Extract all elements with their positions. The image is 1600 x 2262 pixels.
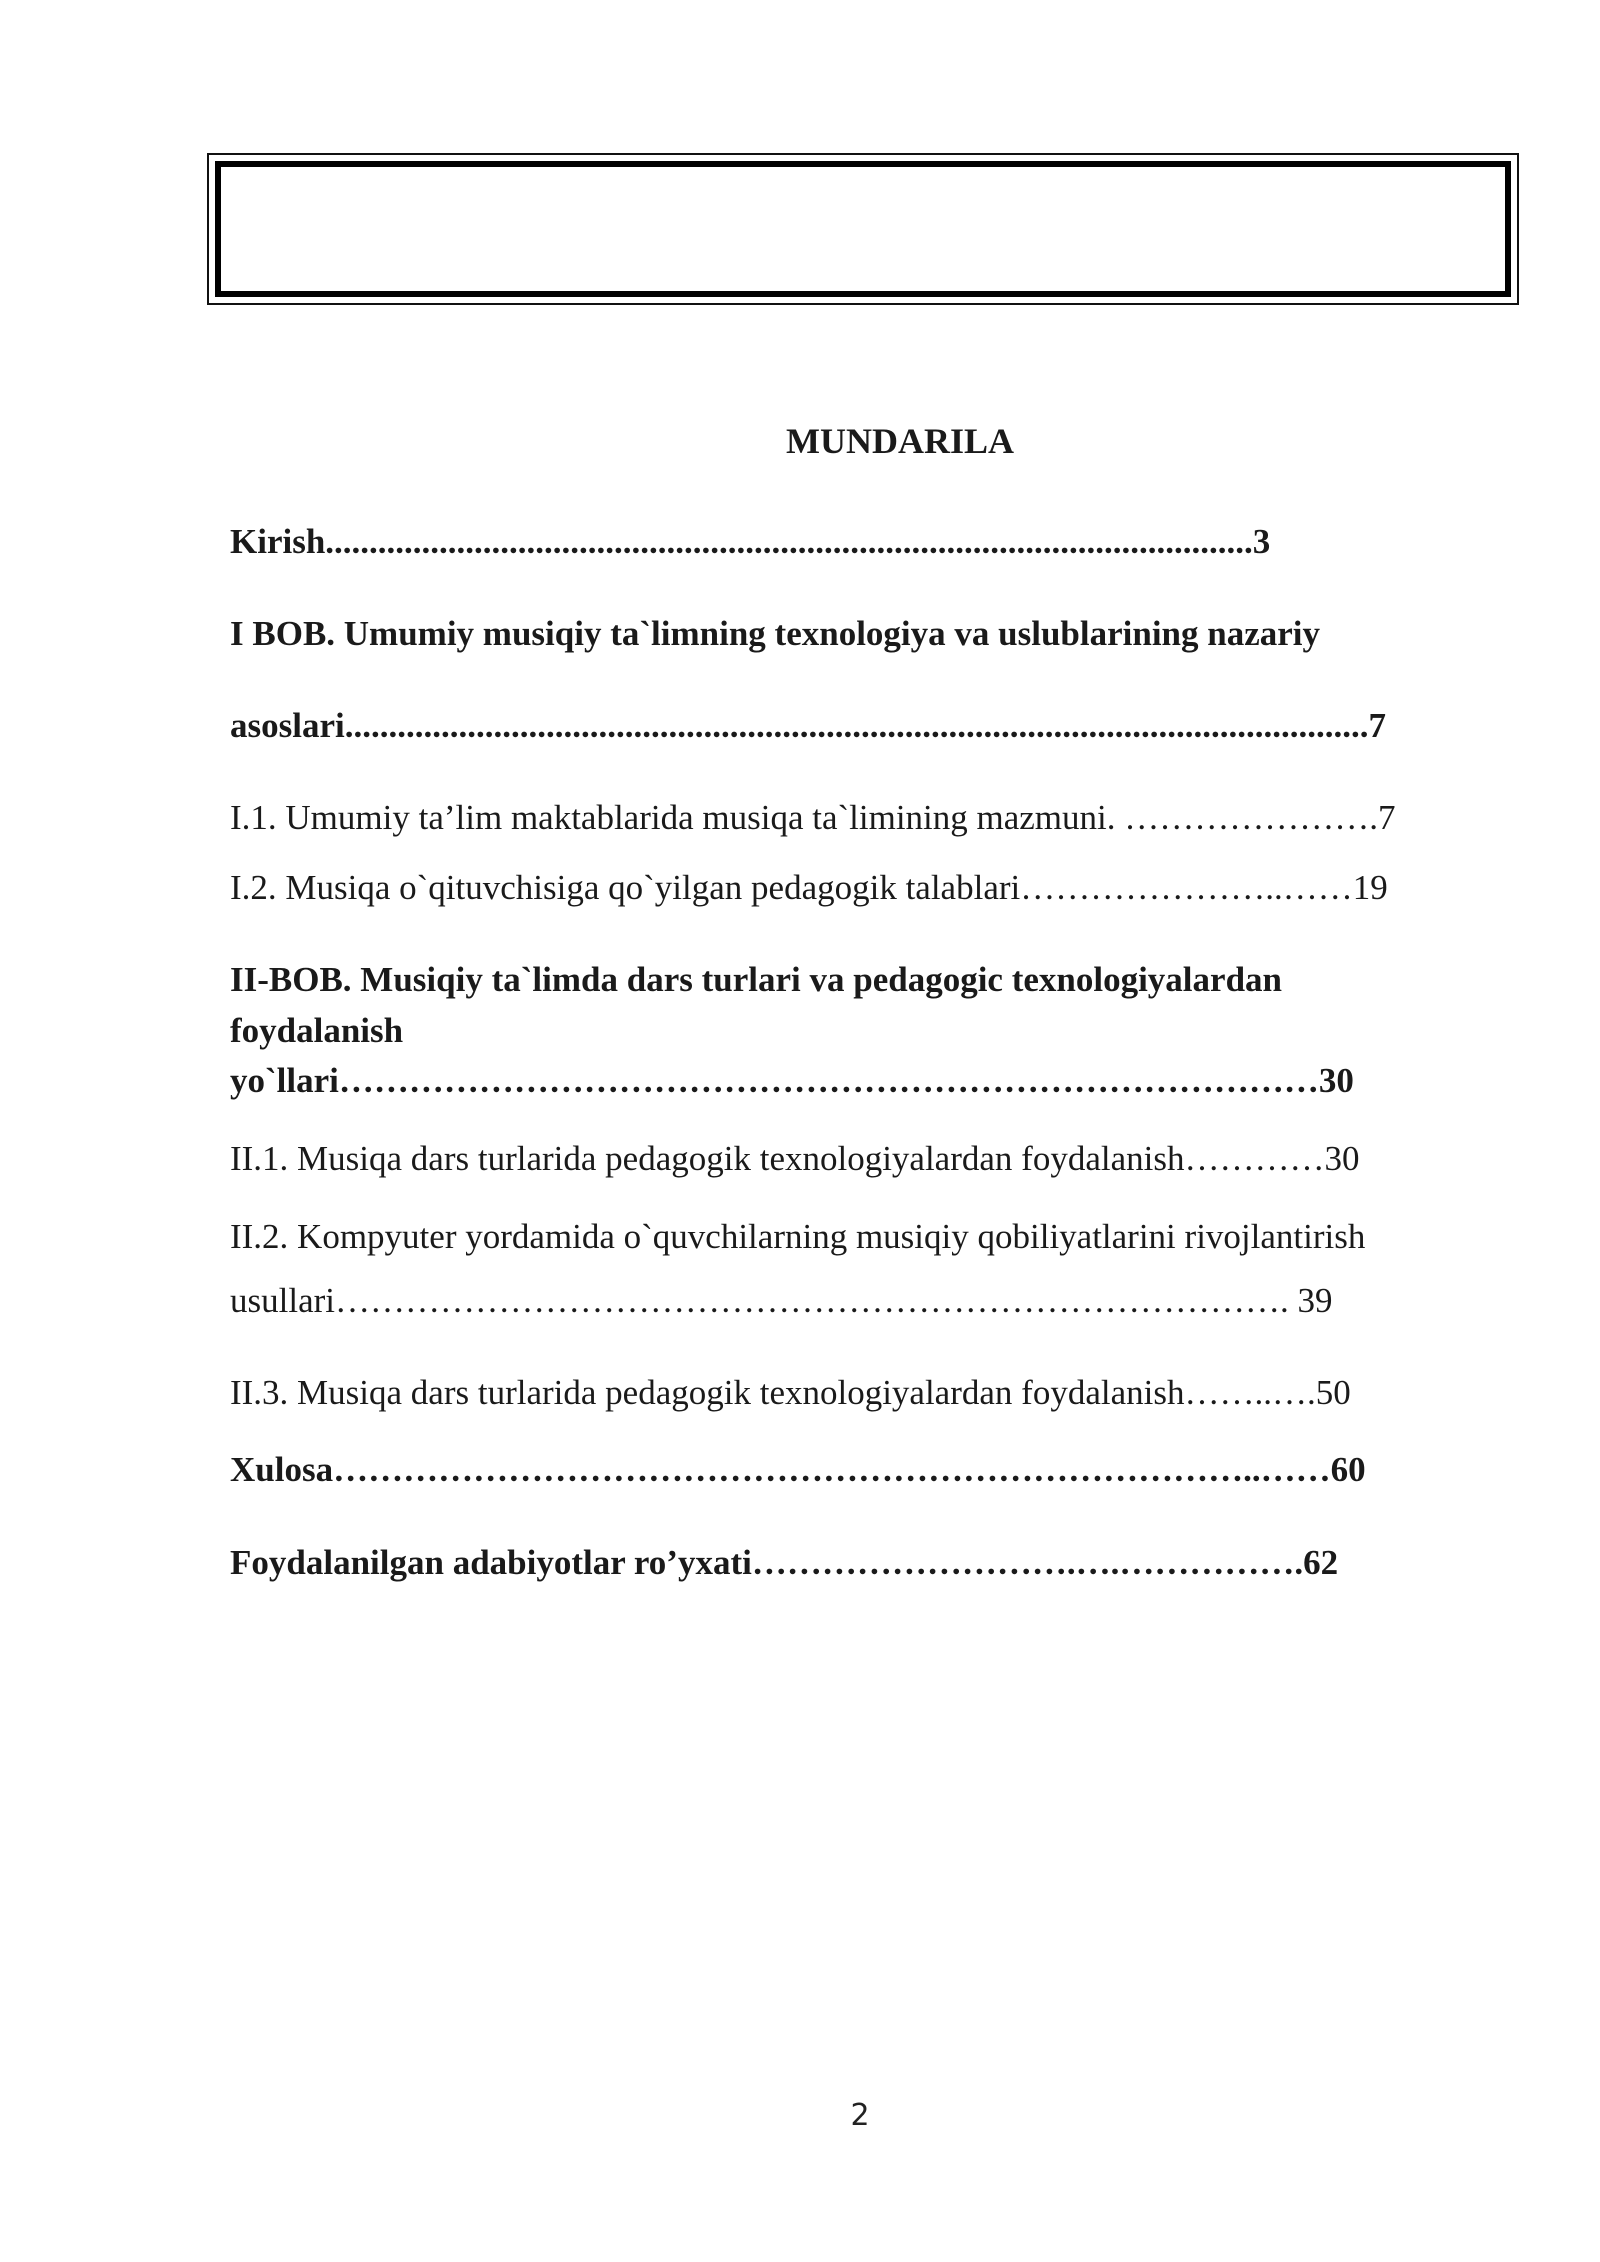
toc-entry-section-2-2-line-1: II.2. Kompyuter yordamida o`quvchilarning musiqiy qobiliyatlarini rivojlantirish xyxy=(230,1217,1366,1256)
toc-entry-chapter-1-line-1: I BOB. Umumiy musiqiy ta`limning texnologiya va uslublarining nazariy xyxy=(230,614,1321,653)
toc-entry-xulosa: Xulosa……………………………………………………………………..……60 xyxy=(230,1450,1366,1489)
toc-entry-section-1-1: I.1. Umumiy ta’lim maktablarida musiqa ta`limining mazmuni. ………………….7 xyxy=(230,798,1396,837)
toc-entry-chapter-2-line-2: foydalanish xyxy=(230,1011,404,1050)
page-title: MUNDARILA xyxy=(786,421,1014,461)
toc-entry-section-2-3: II.3. Musiqa dars turlarida pedagogik texnologiyalardan foydalanish……..….50 xyxy=(230,1373,1351,1412)
toc-entry-chapter-2-line-1: II-BOB. Musiqiy ta`limda dars turlari va pedagogic texnologiyalardan xyxy=(230,960,1282,999)
toc-entry-chapter-1-line-2: asoslari.....................................................................................................................7 xyxy=(230,706,1386,745)
toc-entry-kirish: Kirish..........................................................................................................3 xyxy=(230,522,1271,561)
header-frame xyxy=(207,153,1519,305)
toc-entry-section-1-2: I.2. Musiqa o`qituvchisiga qo`yilgan pedagogik talablari…………………..……19 xyxy=(230,868,1388,907)
header-frame-inner-border xyxy=(215,161,1511,297)
toc-entry-section-2-2-line-2: usullari………………………………………………………………………. 39 xyxy=(230,1281,1333,1320)
toc-entry-chapter-2-line-3: yo`llari…………………………………………………………………………30 xyxy=(230,1061,1354,1100)
toc-entry-section-2-1: II.1. Musiqa dars turlarida pedagogik texnologiyalardan foydalanish…………30 xyxy=(230,1139,1360,1178)
page-number: 2 xyxy=(850,2098,870,2133)
toc-entry-references: Foydalanilgan adabiyotlar ro’yxati……………………….….…………….62 xyxy=(230,1543,1339,1582)
